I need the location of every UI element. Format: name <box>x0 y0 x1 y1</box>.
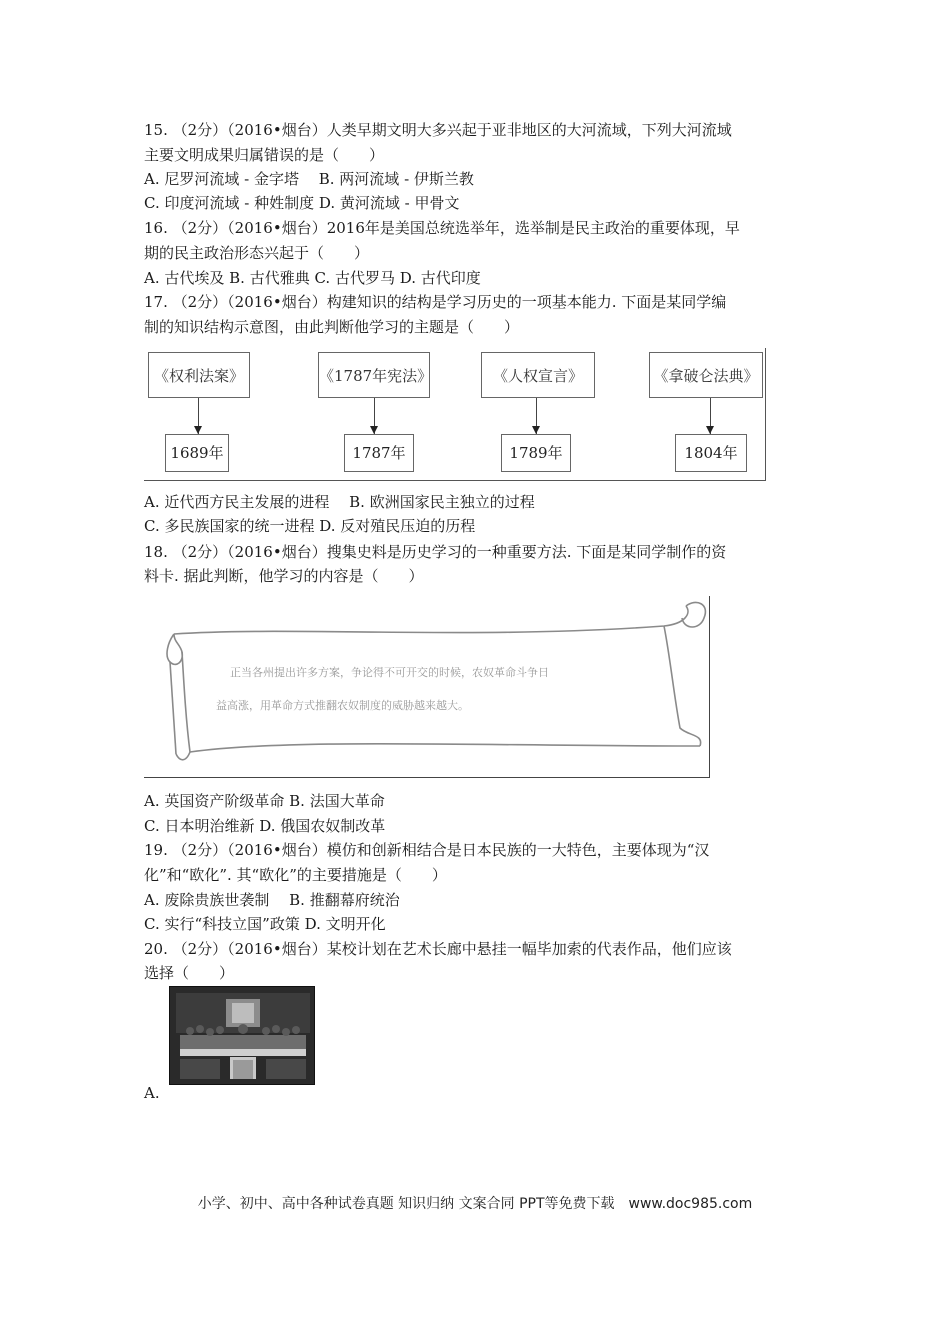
document-box-declaration-rights: 《人权宣言》 <box>481 352 595 398</box>
q18-stem-line1: 18. （2分）（2016•烟台）搜集史料是历史学习的一种重要方法. 下面是某同学制作的资 <box>144 543 727 561</box>
q17-options-cd: C. 多民族国家的统一进程 D. 反对殖民压迫的历程 <box>144 517 476 535</box>
q20-stem-line2: 选择（ ） <box>144 964 235 982</box>
q17-stem-line1: 17. （2分）（2016•烟台）构建知识的结构是学习历史的一项基本能力. 下面是某同学编 <box>144 293 727 311</box>
knowledge-structure-diagram <box>144 346 766 481</box>
arrow-icon <box>198 398 199 434</box>
q20-option-a-label: A. <box>144 1084 160 1102</box>
q19-options-ab: A. 废除贵族世袭制 B. 推翻幕府统治 <box>144 891 400 909</box>
document-box-bill-of-rights: 《权利法案》 <box>148 352 250 398</box>
q19-stem-line1: 19. （2分）（2016•烟台）模仿和创新相结合是日本民族的一大特色，主要体现为“汉 <box>144 841 710 859</box>
q15-stem-line1: 15. （2分）（2016•烟台）人类早期文明大多兴起于亚非地区的大河流域，下列大河流域 <box>144 121 732 139</box>
material-card-scroll <box>144 596 710 778</box>
q17-stem-line2: 制的知识结构示意图，由此判断他学习的主题是（ ） <box>144 318 520 336</box>
q15-options-cd: C. 印度河流域 - 种姓制度 D. 黄河流域 - 甲骨文 <box>144 194 460 212</box>
q15-stem-line2: 主要文明成果归属错误的是（ ） <box>144 146 385 164</box>
q18-options-ab: A. 英国资产阶级革命 B. 法国大革命 <box>144 792 385 810</box>
q18-stem-line2: 料卡. 据此判断，他学习的内容是（ ） <box>144 567 424 585</box>
painting-image-option-a <box>169 986 315 1085</box>
year-box-1804: 1804年 <box>675 434 747 472</box>
q15-options-ab: A. 尼罗河流域 - 金字塔 B. 两河流域 - 伊斯兰教 <box>144 170 474 188</box>
scroll-card-line2: 益高涨，用革命方式推翻农奴制度的威胁越来越大。 <box>216 699 469 712</box>
scroll-icon <box>144 596 710 777</box>
year-box-1789: 1789年 <box>501 434 571 472</box>
page-footer: 小学、初中、高中各种试卷真题 知识归纳 文案合同 PPT等免费下载 www.doc985.com <box>197 1196 753 1212</box>
q16-options: A. 古代埃及 B. 古代雅典 C. 古代罗马 D. 古代印度 <box>144 269 481 287</box>
q19-stem-line2: 化”和“欧化”. 其“欧化”的主要措施是（ ） <box>144 866 447 884</box>
q17-options-ab: A. 近代西方民主发展的进程 B. 欧洲国家民主独立的过程 <box>144 493 535 511</box>
document-box-1787-constitution: 《1787年宪法》 <box>318 352 430 398</box>
arrow-icon <box>710 398 711 434</box>
scroll-card-line1: 正当各州提出许多方案，争论得不可开交的时候，农奴革命斗争日 <box>230 666 549 679</box>
arrow-icon <box>536 398 537 434</box>
year-box-1689: 1689年 <box>165 434 229 472</box>
q16-stem-line2: 期的民主政治形态兴起于（ ） <box>144 244 370 262</box>
q16-stem-line1: 16. （2分）（2016•烟台）2016年是美国总统选举年，选举制是民主政治的重要体现，早 <box>144 219 740 237</box>
last-supper-painting-icon <box>170 987 315 1085</box>
q18-options-cd: C. 日本明治维新 D. 俄国农奴制改革 <box>144 817 386 835</box>
year-box-1787: 1787年 <box>344 434 414 472</box>
arrow-icon <box>374 398 375 434</box>
q19-options-cd: C. 实行“科技立国”政策 D. 文明开化 <box>144 915 386 933</box>
q20-stem-line1: 20. （2分）（2016•烟台）某校计划在艺术长廊中悬挂一幅毕加索的代表作品，他们应该 <box>144 940 732 958</box>
document-box-napoleonic-code: 《拿破仑法典》 <box>649 352 763 398</box>
